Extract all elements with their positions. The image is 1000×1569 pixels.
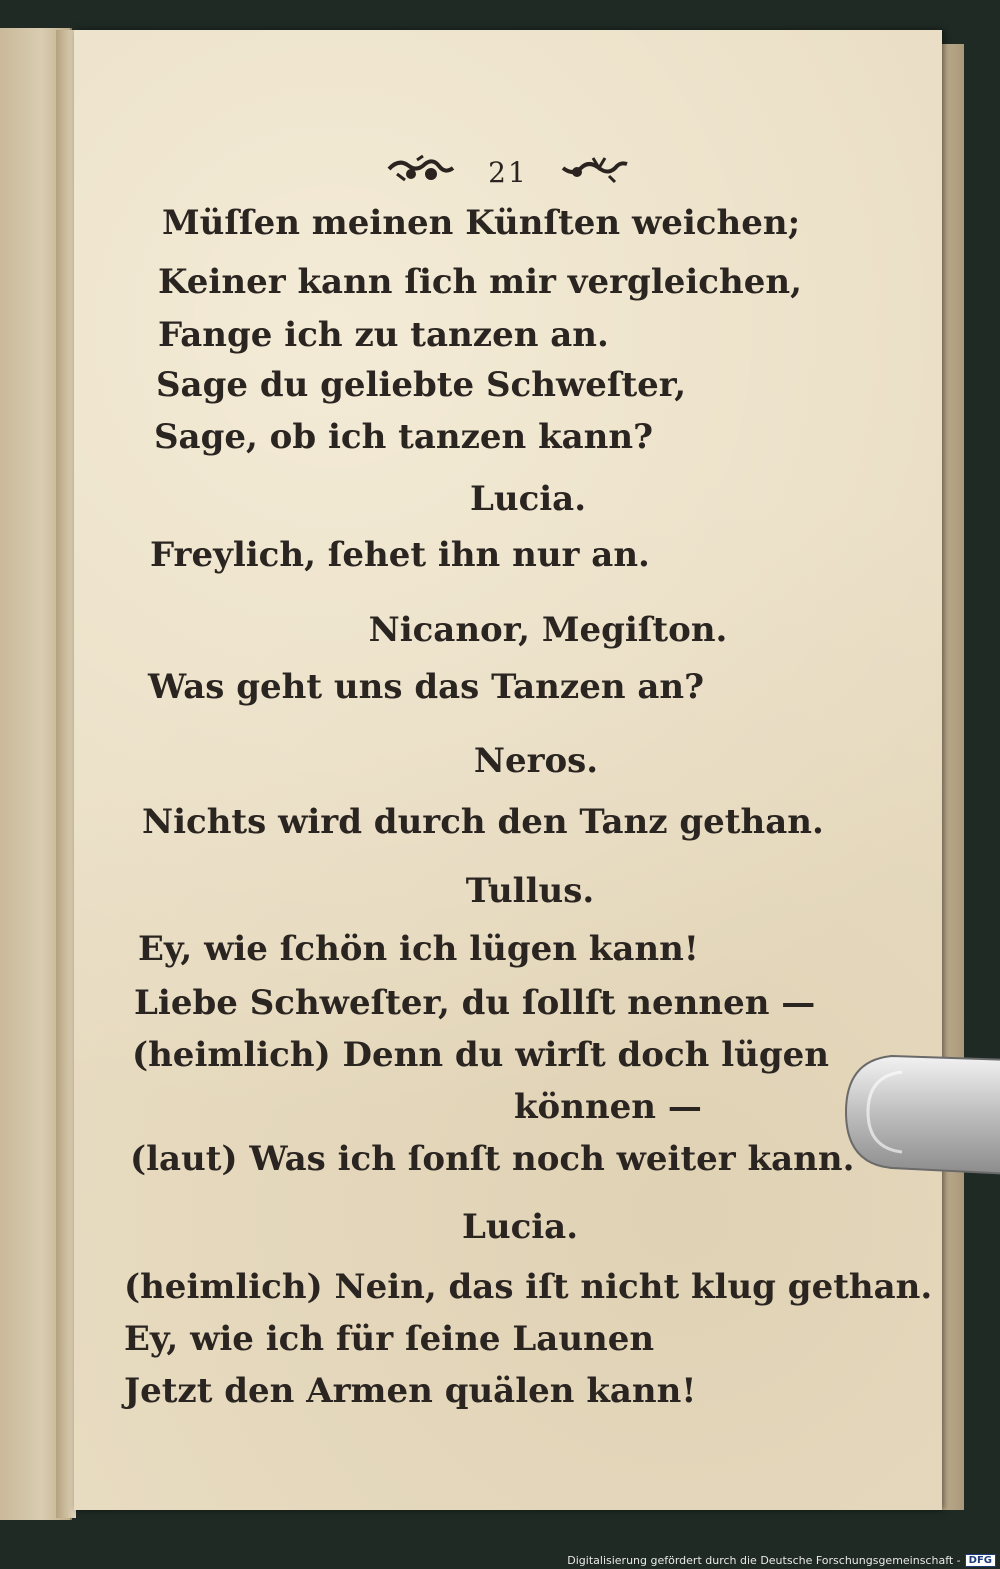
speaker-name: Lucia. [461, 1207, 579, 1247]
book-gutter [56, 30, 76, 1518]
verse-line: Müſſen meinen Künſten weichen; [162, 203, 801, 243]
speaker-name: Nicanor, Megiſton. [368, 610, 728, 650]
verse-line: Sage, ob ich tanzen kann? [154, 417, 654, 457]
dfg-logo: DFG [965, 1554, 996, 1567]
speaker-name: Neros. [473, 741, 599, 781]
verse-line: (heimlich) Denn du wirſt doch lügen [132, 1035, 829, 1075]
verse-line: Was geht uns das Tanzen an? [148, 667, 705, 707]
speaker-name: Lucia. [469, 479, 587, 519]
verse-line: Sage du geliebte Schweſter, [156, 365, 687, 405]
page-number: 21 [488, 156, 528, 189]
verse-line: Jetzt den Armen quälen kann! [124, 1371, 697, 1411]
footer-credit [567, 1554, 996, 1567]
verse-line: Freylich, ſehet ihn nur an. [150, 535, 650, 575]
verse-line: Fange ich zu tanzen an. [158, 315, 609, 355]
book-page [74, 30, 942, 1510]
footer-text: Digitalisierung gefördert durch die Deutsche Forschungsgemeinschaft - [567, 1554, 961, 1567]
verse-line: Nichts wird durch den Tanz gethan. [142, 802, 824, 842]
verse-line: (laut) Was ich ſonſt noch weiter kann. [130, 1139, 855, 1179]
verse-line: Liebe Schweſter, du ſollſt nennen — [134, 983, 816, 1023]
page-holder-clip [842, 1052, 1000, 1182]
page-text [74, 30, 942, 1510]
verse-line: Ey, wie ſchön ich lügen kann! [138, 929, 699, 969]
verse-line: (heimlich) Nein, das iſt nicht klug gethan. [124, 1267, 933, 1307]
verse-line: können — [514, 1087, 702, 1127]
speaker-name: Tullus. [465, 871, 595, 911]
verse-line: Keiner kann ſich mir vergleichen, [158, 262, 802, 302]
verse-line: Ey, wie ich für ſeine Launen [124, 1319, 655, 1359]
